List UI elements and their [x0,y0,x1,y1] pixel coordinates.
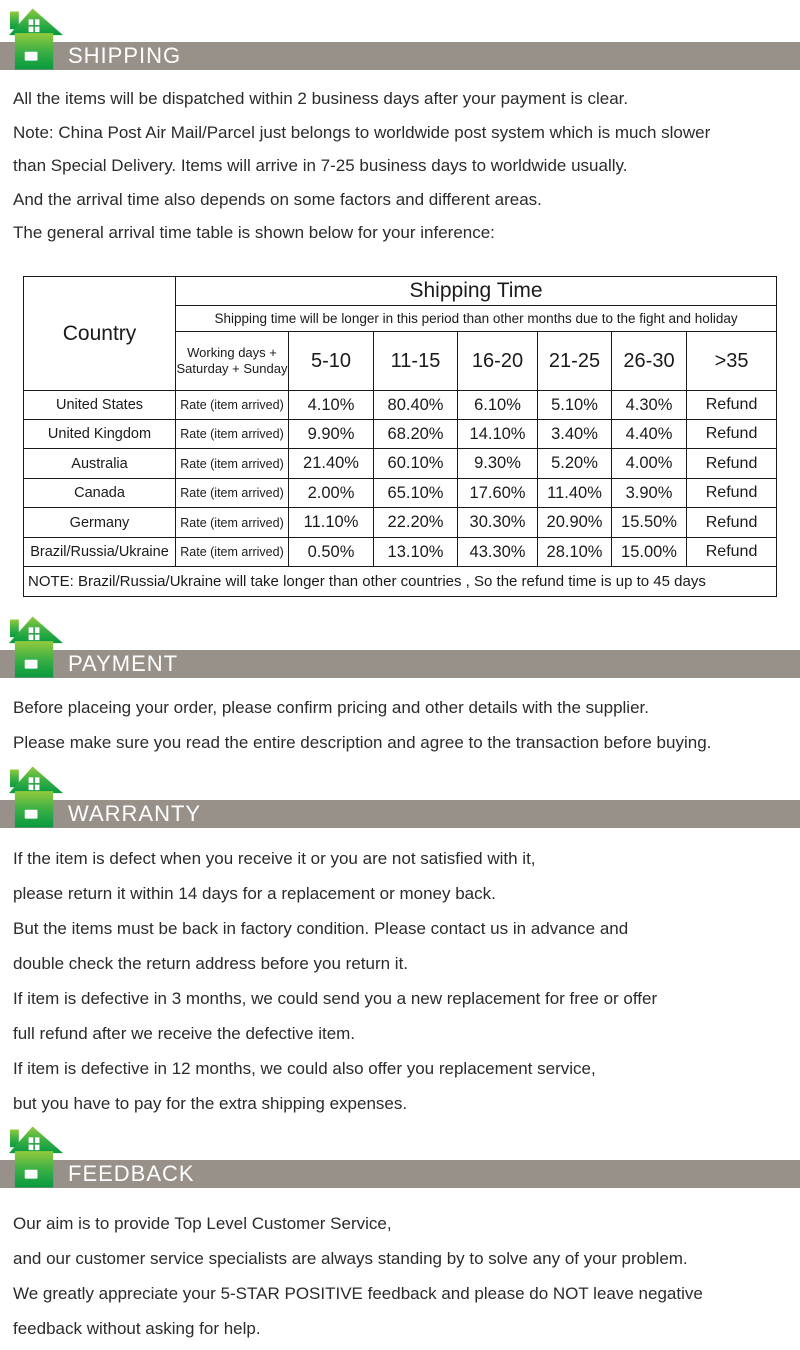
rate-value-cell: 17.60% [458,479,538,508]
text-line: full refund after we receive the defective item. [13,1024,356,1043]
country-cell: United Kingdom [24,420,176,449]
rate-value-cell: 13.10% [374,538,458,567]
text-line: Note: China Post Air Mail/Parcel just belongs to worldwide post system which is much slower [13,122,711,142]
country-cell: United States [24,391,176,420]
section-title-shipping: SHIPPING [68,43,182,68]
rate-value-cell: 6.10% [458,391,538,420]
rate-value-cell: 9.30% [458,449,538,479]
rate-value-cell: 14.10% [458,420,538,449]
refund-cell: Refund [687,479,777,508]
table-row [24,420,777,449]
shipping-text [13,82,800,250]
rate-value-cell: 22.20% [374,508,458,538]
subtitle-cell: Shipping time will be longer in this period than other months due to the fight and holiday [176,306,777,332]
rate-value-cell: 4.10% [289,391,374,420]
rate-value-cell: 3.40% [538,420,612,449]
rate-value-cell: 4.40% [612,420,687,449]
rate-value-cell: 68.20% [374,420,458,449]
text-line: And the arrival time also depends on some factors and different areas. [13,189,542,209]
text-line: If the item is defect when you receive it or you are not satisfied with it, [13,849,536,868]
section-title-feedback: FEEDBACK [68,1161,195,1186]
text-line: If item is defective in 3 months, we could send you a new replacement for free or offer [13,989,658,1008]
text-line: Before placeing your order, please confirm pricing and other details with the supplier. [13,698,649,717]
rate-value-cell: 15.50% [612,508,687,538]
rate-value-cell: 30.30% [458,508,538,538]
rate-label-cell: Rate (item arrived) [176,391,289,420]
rate-label-cell: Rate (item arrived) [176,538,289,567]
text-line: and our customer service specialists are always standing by to solve any of your problem. [13,1249,688,1268]
feedback-text [13,1206,800,1346]
text-line: please return it within 14 days for a replacement or money back. [13,884,496,903]
rate-label-cell: Rate (item arrived) [176,479,289,508]
rate-value-cell: 5.10% [538,391,612,420]
rate-label-cell: Rate (item arrived) [176,449,289,479]
text-line: Please make sure you read the entire description and agree to the transaction before buying. [13,733,712,752]
rate-value-cell: 20.90% [538,508,612,538]
text-line: Our aim is to provide Top Level Customer Service, [13,1214,392,1233]
text-line: than Special Delivery. Items will arrive in 7-25 business days to worldwide usually. [13,156,628,176]
country-cell: Australia [24,449,176,479]
text-line: But the items must be back in factory condition. Please contact us in advance and [13,919,629,938]
text-line: feedback without asking for help. [13,1319,261,1338]
text-line: All the items will be dispatched within 2 business days after your payment is clear. [13,89,629,108]
country-header-cell: Country [24,277,176,391]
section-header-shipping [0,8,800,70]
shipping-time-header-cell: Shipping Time [176,277,777,306]
payment-text [13,690,800,760]
rate-value-cell: 5.20% [538,449,612,479]
section-title-payment: PAYMENT [68,651,179,676]
day-range-cell: 21-25 [538,332,612,391]
day-range-cell: 16-20 [458,332,538,391]
rate-value-cell: 43.30% [458,538,538,567]
shipping-time-table [23,276,777,597]
rate-value-cell: 28.10% [538,538,612,567]
refund-cell: Refund [687,391,777,420]
refund-cell: Refund [687,449,777,479]
rate-value-cell: 9.90% [289,420,374,449]
day-range-cell: 11-15 [374,332,458,391]
section-header-feedback [0,1126,800,1188]
rate-value-cell: 3.90% [612,479,687,508]
rate-value-cell: 0.50% [289,538,374,567]
text-line: If item is defective in 12 months, we could also offer you replacement service, [13,1059,596,1078]
table-row [24,508,777,538]
house-icon [9,1126,64,1188]
section-title-warranty: WARRANTY [68,801,202,826]
table-row [24,449,777,479]
rate-value-cell: 21.40% [289,449,374,479]
day-range-cell: 5-10 [289,332,374,391]
text-line: but you have to pay for the extra shipping expenses. [13,1094,408,1113]
house-icon [9,616,64,678]
house-icon [9,766,64,828]
refund-cell: Refund [687,508,777,538]
country-cell: Germany [24,508,176,538]
country-cell: Brazil/Russia/Ukraine [24,538,176,567]
text-line: We greatly appreciate your 5-STAR POSITIVE feedback and please do NOT leave negative [13,1284,703,1303]
section-header-payment [0,616,800,678]
rate-value-cell: 15.00% [612,538,687,567]
rate-value-cell: 4.30% [612,391,687,420]
rate-label-cell: Rate (item arrived) [176,420,289,449]
rate-value-cell: 60.10% [374,449,458,479]
refund-cell: Refund [687,538,777,567]
table-row [24,479,777,508]
rate-value-cell: 65.10% [374,479,458,508]
day-range-cell: 26-30 [612,332,687,391]
table-row [24,391,777,420]
working-days-cell: Working days + Saturday + Sunday [176,332,289,391]
table-row [24,538,777,567]
warranty-text [13,841,800,1121]
rate-value-cell: 11.10% [289,508,374,538]
section-header-warranty [0,766,800,828]
rate-value-cell: 80.40% [374,391,458,420]
text-line: double check the return address before you return it. [13,954,409,973]
rate-value-cell: 4.00% [612,449,687,479]
refund-cell: Refund [687,420,777,449]
house-icon [9,8,64,70]
day-range-cell: >35 [687,332,777,391]
country-cell: Canada [24,479,176,508]
rate-label-cell: Rate (item arrived) [176,508,289,538]
rate-value-cell: 11.40% [538,479,612,508]
text-line: The general arrival time table is shown below for your inference: [13,223,495,243]
rate-value-cell: 2.00% [289,479,374,508]
note-cell: NOTE: Brazil/Russia/Ukraine will take longer than other countries , So the refund time is up to 45 days [24,567,777,597]
